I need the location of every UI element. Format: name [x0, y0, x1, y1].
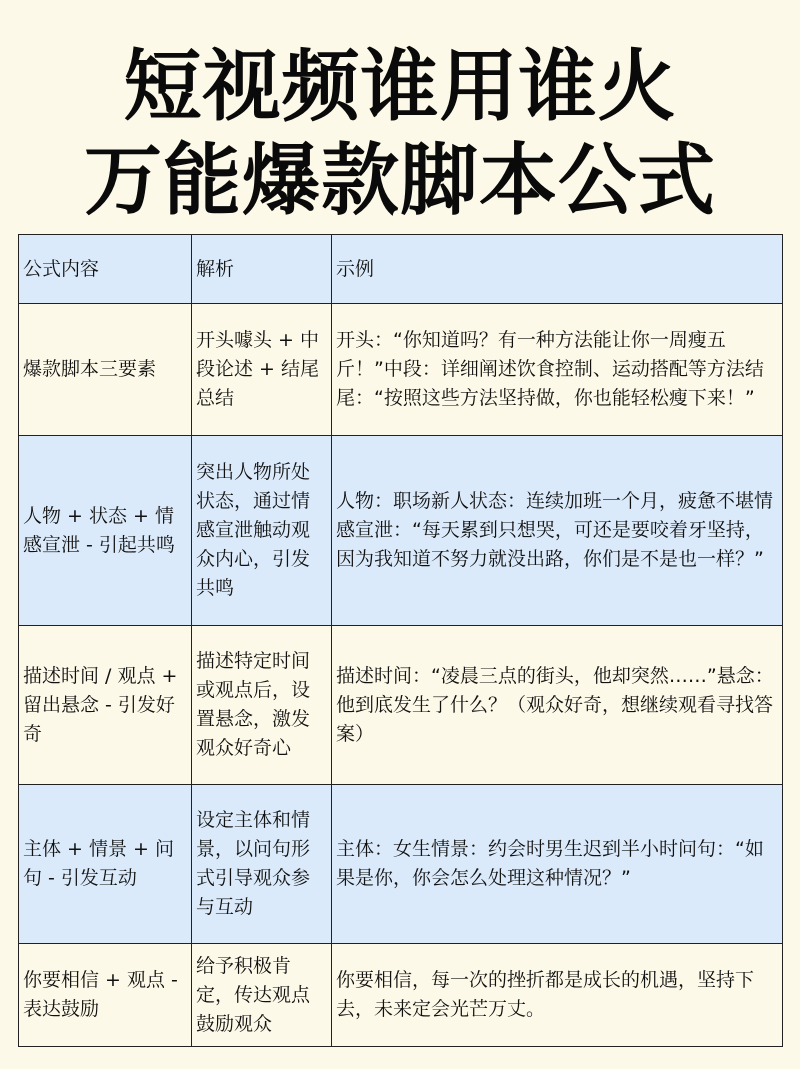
- header-formula: 公式内容: [19, 235, 192, 304]
- analysis-cell: 设定主体和情景，以问句形式引导观众参与互动: [192, 785, 332, 944]
- formula-cell: 爆款脚本三要素: [19, 304, 192, 436]
- formula-cell: 主体 + 情景 + 问句 - 引发互动: [19, 785, 192, 944]
- example-cell: 人物：职场新人状态：连续加班一个月，疲惫不堪情感宣泄：“每天累到只想哭，可还是要咬着牙坚持，因为我知道不努力就没出路，你们是不是也一样？”: [332, 436, 783, 626]
- header-example: 示例: [332, 235, 783, 304]
- analysis-cell: 描述特定时间或观点后，设置悬念，激发观众好奇心: [192, 626, 332, 785]
- table-row: [19, 304, 783, 436]
- table-row: [19, 436, 783, 626]
- formula-cell: 人物 + 状态 + 情感宣泄 - 引起共鸣: [19, 436, 192, 626]
- table-row: [19, 944, 783, 1047]
- example-cell: 主体：女生情景：约会时男生迟到半小时问句：“如果是你，你会怎么处理这种情况？”: [332, 785, 783, 944]
- example-cell: 你要相信，每一次的挫折都是成长的机遇，坚持下去，未来定会光芒万丈。: [332, 944, 783, 1047]
- analysis-cell: 开头噱头 + 中段论述 + 结尾总结: [192, 304, 332, 436]
- analysis-cell: 突出人物所处状态，通过情感宣泄触动观众内心，引发共鸣: [192, 436, 332, 626]
- header-analysis: 解析: [192, 235, 332, 304]
- formula-cell: 你要相信 + 观点 - 表达鼓励: [19, 944, 192, 1047]
- formula-cell: 描述时间 / 观点 + 留出悬念 - 引发好奇: [19, 626, 192, 785]
- table-row: [19, 626, 783, 785]
- example-cell: 开头：“你知道吗？有一种方法能让你一周瘦五斤！”中段：详细阐述饮食控制、运动搭配等方法结尾：“按照这些方法坚持做，你也能轻松瘦下来！”: [332, 304, 783, 436]
- table-row: [19, 785, 783, 944]
- page-title-line-1: 短视频谁用谁火: [123, 42, 677, 132]
- analysis-cell: 给予积极肯定，传达观点鼓励观众: [192, 944, 332, 1047]
- example-cell: 描述时间：“凌晨三点的街头，他却突然……”悬念：他到底发生了什么？（观众好奇，想继续观看寻找答案）: [332, 626, 783, 785]
- page-title-line-2: 万能爆款脚本公式: [83, 136, 716, 226]
- table-header-row: [19, 235, 783, 304]
- formula-table: [18, 234, 783, 1047]
